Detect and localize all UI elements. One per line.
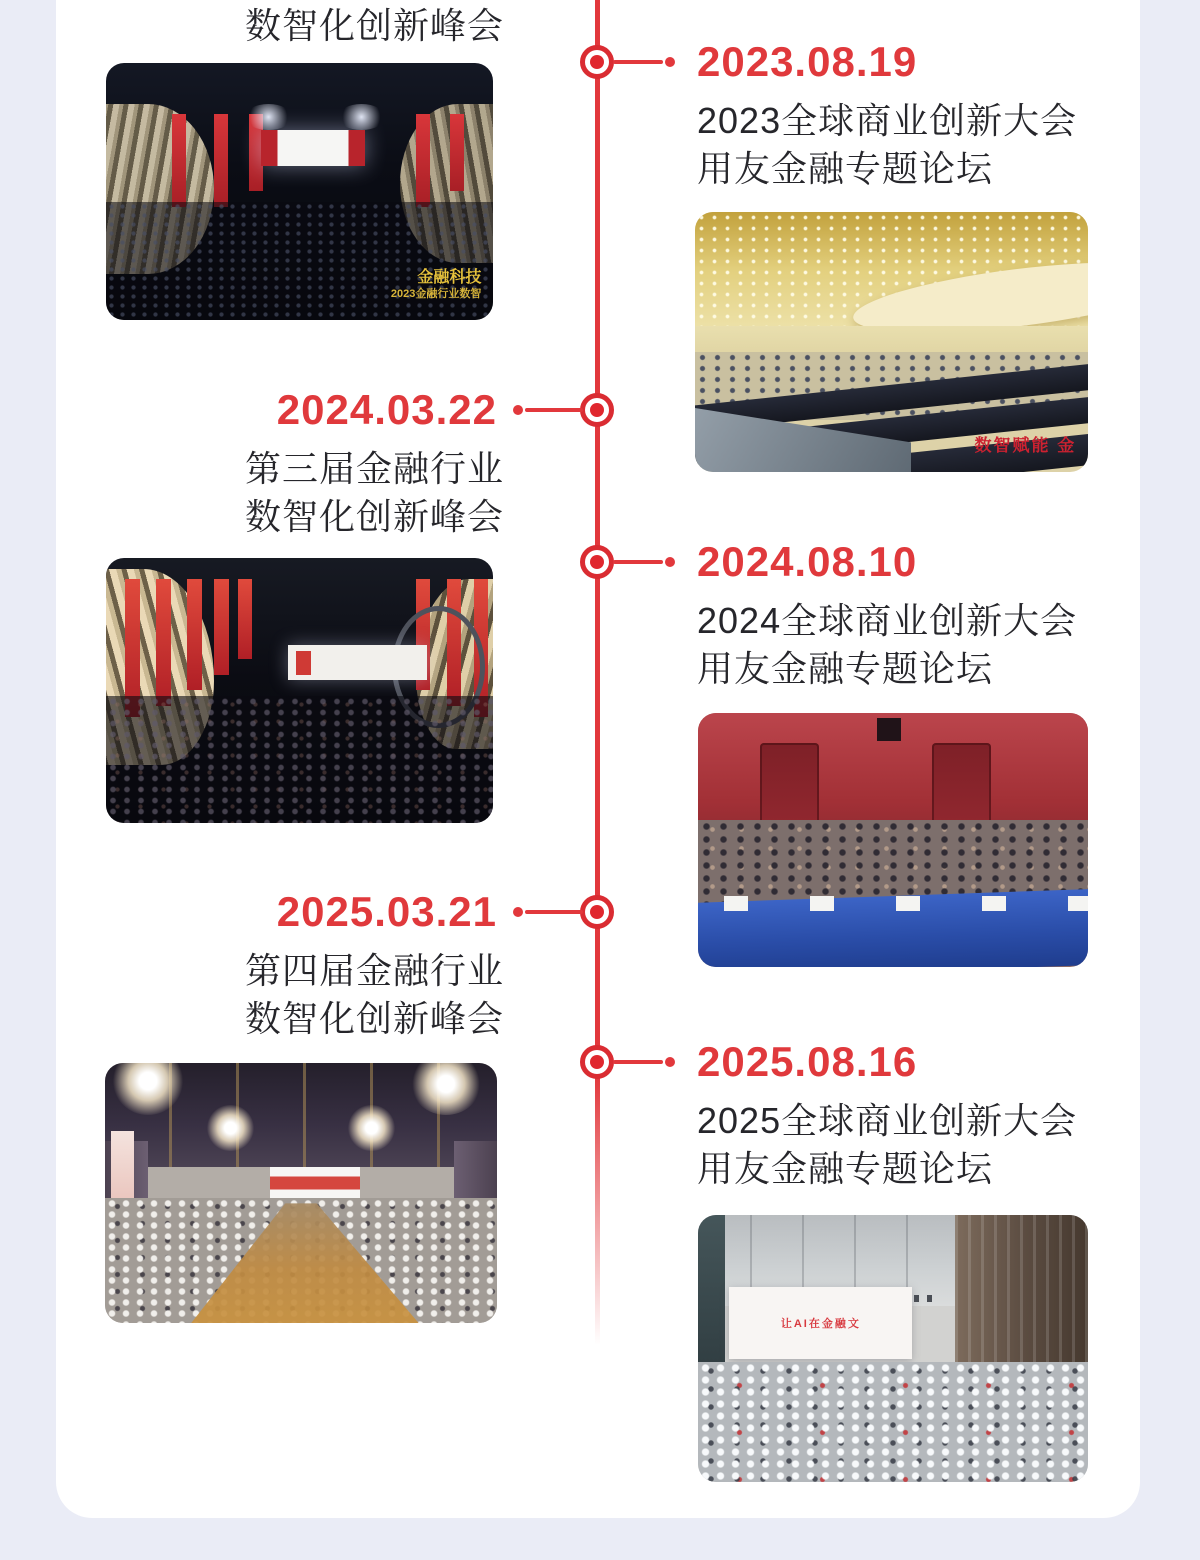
glass-strip <box>698 1215 725 1381</box>
audience-crowd <box>698 1362 1088 1482</box>
event-photo-2024-gbic <box>698 713 1088 967</box>
timeline-connector-dot <box>665 557 675 567</box>
timeline-connector <box>525 408 583 412</box>
screen-slogan: 让AI在金融文 <box>780 1318 861 1331</box>
entry-title-2025-gbic <box>697 1097 1077 1193</box>
timeline-connector-dot <box>665 57 675 67</box>
timeline-connector <box>525 910 583 914</box>
entry-title-partial: 数智化创新峰会 <box>245 5 505 46</box>
timeline-node-dot <box>590 403 604 417</box>
timeline-node-2023-08-19 <box>580 45 614 79</box>
entry-title-2024-summit <box>245 445 504 541</box>
entry-title-line2: 用友金融专题论坛 <box>697 148 994 189</box>
audience-crowd <box>106 202 493 320</box>
event-photo-2023-gbic <box>695 212 1088 472</box>
timeline-line <box>595 0 600 1345</box>
stage-screen <box>261 130 365 166</box>
entry-title-line1: 2025全球商业创新大会 <box>697 1100 1078 1141</box>
red-banner <box>214 579 229 674</box>
timeline-node-2025-03-21 <box>580 895 614 929</box>
red-banner <box>416 114 430 207</box>
entry-title-line1: 2024全球商业创新大会 <box>697 600 1078 641</box>
stage-screen <box>729 1287 912 1359</box>
photo-watermark <box>391 268 481 302</box>
entry-date-2025-08-16: 2025.08.16 <box>697 1038 918 1085</box>
wall-speaker <box>877 718 900 741</box>
entry-date-2023-08-19: 2023.08.19 <box>697 38 918 85</box>
event-photo-2025-summit <box>105 1063 497 1323</box>
timeline-connector-dot <box>513 907 523 917</box>
spotlight-glow <box>245 104 291 130</box>
chandelier <box>207 1105 254 1152</box>
timeline-node-2025-08-16 <box>580 1045 614 1079</box>
side-banner <box>111 1131 135 1209</box>
red-banner <box>450 114 464 191</box>
red-banner <box>172 114 186 207</box>
event-photo-2023-summit <box>106 63 493 320</box>
spotlight-glow <box>338 104 384 130</box>
timeline-node-dot <box>590 555 604 569</box>
timeline-node-2024-08-10 <box>580 545 614 579</box>
timeline-connector-dot <box>665 1057 675 1067</box>
chandelier <box>348 1105 395 1152</box>
photo-watermark: 数智赋能 金 <box>974 436 1077 456</box>
audience-crowd <box>106 696 493 823</box>
entry-title-line1: 第三届金融行业 <box>245 448 505 489</box>
entry-date-2024-08-10: 2024.08.10 <box>697 538 918 585</box>
watermark-line1: 金融科技 <box>417 269 482 287</box>
timeline-connector-dot <box>513 405 523 415</box>
entry-title-line2: 用友金融专题论坛 <box>697 648 994 689</box>
entry-title-2025-summit <box>245 947 504 1043</box>
event-photo-2025-gbic <box>698 1215 1088 1482</box>
red-banner <box>214 114 228 207</box>
entry-title-line1: 第四届金融行业 <box>245 950 505 991</box>
name-cards <box>698 896 1088 911</box>
timeline-connector <box>613 60 663 64</box>
entry-title-line1: 2023全球商业创新大会 <box>697 100 1078 141</box>
entry-date-2025-03-21: 2025.03.21 <box>276 888 497 935</box>
entry-title-line2: 数智化创新峰会 <box>245 496 505 537</box>
red-banner <box>187 579 202 690</box>
entry-title-line2: 用友金融专题论坛 <box>697 1148 994 1189</box>
timeline-connector <box>613 1060 663 1064</box>
red-banner <box>156 579 171 706</box>
entry-title-line2: 数智化创新峰会 <box>245 998 505 1039</box>
timeline-node-dot <box>590 55 604 69</box>
stage-screen <box>270 1167 360 1198</box>
screen-content <box>296 651 311 675</box>
entry-title-2024-gbic <box>697 597 1077 693</box>
timeline-node-dot <box>590 1055 604 1069</box>
timeline-node-2024-03-22 <box>580 393 614 427</box>
event-photo-2024-summit <box>106 558 493 823</box>
entry-date-2024-03-22: 2024.03.22 <box>276 386 497 433</box>
timeline-connector <box>613 560 663 564</box>
entry-title-2023-gbic <box>697 97 1077 193</box>
red-banner <box>238 579 253 659</box>
watermark-line2: 2023金融行业数智 <box>390 288 482 301</box>
timeline-node-dot <box>590 905 604 919</box>
